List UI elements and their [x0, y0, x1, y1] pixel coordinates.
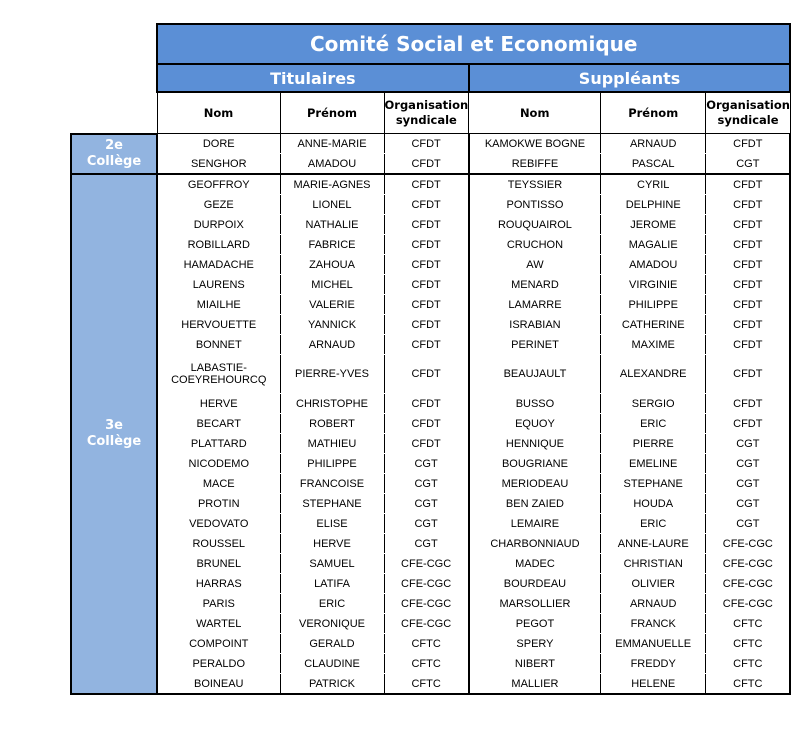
titulaire-organisation-cell: CFDT: [384, 235, 469, 255]
titulaire-prenom-cell: LATIFA: [280, 574, 384, 594]
table-row: [71, 134, 790, 154]
suppleant-nom-cell: KAMOKWE BOGNE: [469, 134, 601, 154]
table-row: [71, 255, 790, 275]
suppleant-prenom-cell: MAXIME: [601, 335, 706, 355]
titulaire-nom-cell: HAMADACHE: [157, 255, 280, 275]
suppleant-prenom-cell: EMMANUELLE: [601, 634, 706, 654]
suppleant-nom-cell: EQUOY: [469, 414, 601, 434]
table-row: [71, 154, 790, 175]
suppleant-prenom-cell: STEPHANE: [601, 474, 706, 494]
titulaire-organisation-cell: CFDT: [384, 295, 469, 315]
table-body: [71, 134, 790, 695]
suppleant-nom-cell: MENARD: [469, 275, 601, 295]
table-row: [71, 634, 790, 654]
suppleant-nom-cell: HENNIQUE: [469, 434, 601, 454]
titulaire-prenom-cell: ZAHOUA: [280, 255, 384, 275]
table-row: [71, 494, 790, 514]
titulaire-nom-cell: NICODEMO: [157, 454, 280, 474]
suppleant-prenom-cell: VIRGINIE: [601, 275, 706, 295]
suppleant-nom-cell: BEAUJAULT: [469, 355, 601, 394]
suppleant-organisation-cell: CGT: [706, 154, 791, 175]
suppleant-prenom-cell: OLIVIER: [601, 574, 706, 594]
titulaire-organisation-cell: CFDT: [384, 215, 469, 235]
titulaire-nom-cell: BONNET: [157, 335, 280, 355]
titulaire-organisation-cell: CFDT: [384, 134, 469, 154]
suppleant-prenom-cell: AMADOU: [601, 255, 706, 275]
titulaire-organisation-cell: CGT: [384, 514, 469, 534]
titulaire-organisation-cell: CFDT: [384, 154, 469, 175]
table-row: [71, 614, 790, 634]
titulaire-organisation-cell: CFE-CGC: [384, 594, 469, 614]
suppleant-nom-cell: REBIFFE: [469, 154, 601, 175]
titulaire-nom-cell: DURPOIX: [157, 215, 280, 235]
suppleant-nom-cell: CRUCHON: [469, 235, 601, 255]
table-row: [71, 335, 790, 355]
suppleant-prenom-cell: ALEXANDRE: [601, 355, 706, 394]
suppleant-organisation-cell: CFDT: [706, 295, 791, 315]
suppleant-nom-cell: MALLIER: [469, 674, 601, 695]
suppleant-nom-cell: PEGOT: [469, 614, 601, 634]
titulaire-prenom-cell: VALERIE: [280, 295, 384, 315]
titulaire-prenom-cell: PHILIPPE: [280, 454, 384, 474]
suppleant-prenom-cell: CHRISTIAN: [601, 554, 706, 574]
suppleant-organisation-cell: CGT: [706, 454, 791, 474]
suppleant-nom-cell: NIBERT: [469, 654, 601, 674]
titulaire-prenom-cell: FABRICE: [280, 235, 384, 255]
suppleant-prenom-cell: PASCAL: [601, 154, 706, 175]
college-label: 3e Collège: [71, 174, 157, 694]
titulaire-organisation-cell: CFDT: [384, 394, 469, 414]
titulaire-nom-cell: HARRAS: [157, 574, 280, 594]
suppleant-prenom-cell: ERIC: [601, 414, 706, 434]
titulaire-prenom-cell: PIERRE-YVES: [280, 355, 384, 394]
suppleant-organisation-cell: CFDT: [706, 275, 791, 295]
suppleant-organisation-cell: CGT: [706, 434, 791, 454]
table-row: [71, 355, 790, 394]
titulaire-prenom-cell: CHRISTOPHE: [280, 394, 384, 414]
suppleant-prenom-cell: FRANCK: [601, 614, 706, 634]
table-row: [71, 594, 790, 614]
titulaire-organisation-cell: CGT: [384, 534, 469, 554]
header-organisation: Organisation syndicale: [706, 92, 791, 134]
suppleant-organisation-cell: CFTC: [706, 614, 791, 634]
titulaire-prenom-cell: MARIE-AGNES: [280, 174, 384, 195]
suppleant-prenom-cell: SERGIO: [601, 394, 706, 414]
table-row: [71, 654, 790, 674]
suppleant-organisation-cell: CFDT: [706, 134, 791, 154]
suppleant-nom-cell: LEMAIRE: [469, 514, 601, 534]
titulaire-nom-cell: BECART: [157, 414, 280, 434]
titulaire-prenom-cell: STEPHANE: [280, 494, 384, 514]
group-suppleants: Suppléants: [469, 64, 791, 92]
titulaire-nom-cell: MIAILHE: [157, 295, 280, 315]
suppleant-nom-cell: SPERY: [469, 634, 601, 654]
suppleant-nom-cell: LAMARRE: [469, 295, 601, 315]
titulaire-nom-cell: HERVE: [157, 394, 280, 414]
titulaire-prenom-cell: AMADOU: [280, 154, 384, 175]
cse-table: [70, 23, 791, 695]
suppleant-nom-cell: BEN ZAIED: [469, 494, 601, 514]
titulaire-nom-cell: SENGHOR: [157, 154, 280, 175]
table-row: [71, 514, 790, 534]
titulaire-prenom-cell: HERVE: [280, 534, 384, 554]
titulaire-nom-cell: LABASTIE- COEYREHOURCQ: [157, 355, 280, 394]
titulaire-organisation-cell: CFDT: [384, 335, 469, 355]
table-row: [71, 454, 790, 474]
suppleant-organisation-cell: CFE-CGC: [706, 534, 791, 554]
titulaire-prenom-cell: MATHIEU: [280, 434, 384, 454]
titulaire-organisation-cell: CFTC: [384, 634, 469, 654]
suppleant-organisation-cell: CFE-CGC: [706, 574, 791, 594]
titulaire-organisation-cell: CFE-CGC: [384, 574, 469, 594]
titulaire-nom-cell: ROBILLARD: [157, 235, 280, 255]
suppleant-nom-cell: BUSSO: [469, 394, 601, 414]
titulaire-prenom-cell: GERALD: [280, 634, 384, 654]
header-prenom: Prénom: [280, 92, 384, 134]
titulaire-prenom-cell: ELISE: [280, 514, 384, 534]
table-row: [71, 414, 790, 434]
suppleant-nom-cell: MERIODEAU: [469, 474, 601, 494]
titulaire-organisation-cell: CGT: [384, 454, 469, 474]
suppleant-prenom-cell: ERIC: [601, 514, 706, 534]
titulaire-prenom-cell: VERONIQUE: [280, 614, 384, 634]
table-row: [71, 235, 790, 255]
suppleant-nom-cell: MADEC: [469, 554, 601, 574]
suppleant-nom-cell: MARSOLLIER: [469, 594, 601, 614]
suppleant-prenom-cell: JEROME: [601, 215, 706, 235]
titulaire-nom-cell: WARTEL: [157, 614, 280, 634]
suppleant-prenom-cell: ARNAUD: [601, 134, 706, 154]
titulaire-prenom-cell: ARNAUD: [280, 335, 384, 355]
titulaire-organisation-cell: CFE-CGC: [384, 614, 469, 634]
table-row: [71, 554, 790, 574]
titulaire-prenom-cell: FRANCOISE: [280, 474, 384, 494]
titulaire-nom-cell: MACE: [157, 474, 280, 494]
table-row: [71, 295, 790, 315]
suppleant-organisation-cell: CFTC: [706, 674, 791, 695]
titulaire-nom-cell: PROTIN: [157, 494, 280, 514]
suppleant-organisation-cell: CFTC: [706, 634, 791, 654]
suppleant-organisation-cell: CFDT: [706, 355, 791, 394]
titulaire-prenom-cell: SAMUEL: [280, 554, 384, 574]
corner-blank: [71, 64, 157, 92]
titulaire-organisation-cell: CGT: [384, 494, 469, 514]
titulaire-prenom-cell: MICHEL: [280, 275, 384, 295]
corner-blank: [71, 92, 157, 134]
suppleant-organisation-cell: CFDT: [706, 335, 791, 355]
suppleant-prenom-cell: DELPHINE: [601, 195, 706, 215]
header-prenom: Prénom: [601, 92, 706, 134]
suppleant-organisation-cell: CFE-CGC: [706, 594, 791, 614]
titulaire-organisation-cell: CFTC: [384, 654, 469, 674]
table-row: [71, 275, 790, 295]
table-row: [71, 674, 790, 695]
titulaire-organisation-cell: CFE-CGC: [384, 554, 469, 574]
table-row: [71, 534, 790, 554]
suppleant-prenom-cell: HOUDA: [601, 494, 706, 514]
suppleant-nom-cell: PONTISSO: [469, 195, 601, 215]
college-label: 2e Collège: [71, 134, 157, 175]
titulaire-organisation-cell: CFDT: [384, 414, 469, 434]
titulaire-organisation-cell: CGT: [384, 474, 469, 494]
titulaire-prenom-cell: YANNICK: [280, 315, 384, 335]
suppleant-prenom-cell: MAGALIE: [601, 235, 706, 255]
table-row: [71, 174, 790, 195]
titulaire-organisation-cell: CFDT: [384, 315, 469, 335]
titulaire-organisation-cell: CFDT: [384, 255, 469, 275]
suppleant-nom-cell: ROUQUAIROL: [469, 215, 601, 235]
suppleant-organisation-cell: CGT: [706, 514, 791, 534]
suppleant-prenom-cell: ANNE-LAURE: [601, 534, 706, 554]
titulaire-nom-cell: GEZE: [157, 195, 280, 215]
titulaire-nom-cell: LAURENS: [157, 275, 280, 295]
suppleant-prenom-cell: ARNAUD: [601, 594, 706, 614]
titulaire-nom-cell: HERVOUETTE: [157, 315, 280, 335]
titulaire-nom-cell: DORE: [157, 134, 280, 154]
titulaire-organisation-cell: CFTC: [384, 674, 469, 695]
suppleant-organisation-cell: CFDT: [706, 414, 791, 434]
header-nom: Nom: [157, 92, 280, 134]
titulaire-prenom-cell: ANNE-MARIE: [280, 134, 384, 154]
suppleant-organisation-cell: CGT: [706, 474, 791, 494]
suppleant-nom-cell: CHARBONNIAUD: [469, 534, 601, 554]
titulaire-prenom-cell: PATRICK: [280, 674, 384, 695]
titulaire-prenom-cell: ROBERT: [280, 414, 384, 434]
suppleant-prenom-cell: PHILIPPE: [601, 295, 706, 315]
suppleant-nom-cell: BOURDEAU: [469, 574, 601, 594]
suppleant-organisation-cell: CFDT: [706, 235, 791, 255]
titulaire-nom-cell: VEDOVATO: [157, 514, 280, 534]
group-titulaires: Titulaires: [157, 64, 469, 92]
suppleant-organisation-cell: CGT: [706, 494, 791, 514]
titulaire-nom-cell: PERALDO: [157, 654, 280, 674]
titulaire-nom-cell: COMPOINT: [157, 634, 280, 654]
suppleant-nom-cell: ISRABIAN: [469, 315, 601, 335]
header-organisation: Organisation syndicale: [384, 92, 469, 134]
header-nom: Nom: [469, 92, 601, 134]
suppleant-organisation-cell: CFDT: [706, 394, 791, 414]
suppleant-nom-cell: PERINET: [469, 335, 601, 355]
titulaire-organisation-cell: CFDT: [384, 174, 469, 195]
titulaire-nom-cell: BRUNEL: [157, 554, 280, 574]
suppleant-organisation-cell: CFDT: [706, 174, 791, 195]
titulaire-nom-cell: PLATTARD: [157, 434, 280, 454]
suppleant-prenom-cell: FREDDY: [601, 654, 706, 674]
titulaire-organisation-cell: CFDT: [384, 195, 469, 215]
titulaire-nom-cell: ROUSSEL: [157, 534, 280, 554]
suppleant-organisation-cell: CFDT: [706, 215, 791, 235]
table-row: [71, 434, 790, 454]
suppleant-prenom-cell: EMELINE: [601, 454, 706, 474]
titulaire-organisation-cell: CFDT: [384, 355, 469, 394]
suppleant-organisation-cell: CFDT: [706, 255, 791, 275]
suppleant-nom-cell: AW: [469, 255, 601, 275]
suppleant-organisation-cell: CFTC: [706, 654, 791, 674]
table-row: [71, 394, 790, 414]
corner-blank: [71, 24, 157, 64]
table-row: [71, 195, 790, 215]
titulaire-prenom-cell: LIONEL: [280, 195, 384, 215]
suppleant-prenom-cell: CATHERINE: [601, 315, 706, 335]
table-row: [71, 315, 790, 335]
suppleant-organisation-cell: CFDT: [706, 195, 791, 215]
suppleant-organisation-cell: CFDT: [706, 315, 791, 335]
suppleant-prenom-cell: CYRIL: [601, 174, 706, 195]
titulaire-organisation-cell: CFDT: [384, 434, 469, 454]
suppleant-prenom-cell: HELENE: [601, 674, 706, 695]
table-row: [71, 474, 790, 494]
titulaire-prenom-cell: NATHALIE: [280, 215, 384, 235]
table-title: Comité Social et Economique: [157, 24, 790, 64]
table-row: [71, 574, 790, 594]
suppleant-nom-cell: BOUGRIANE: [469, 454, 601, 474]
titulaire-nom-cell: GEOFFROY: [157, 174, 280, 195]
titulaire-prenom-cell: CLAUDINE: [280, 654, 384, 674]
suppleant-prenom-cell: PIERRE: [601, 434, 706, 454]
titulaire-organisation-cell: CFDT: [384, 275, 469, 295]
titulaire-nom-cell: BOINEAU: [157, 674, 280, 695]
suppleant-organisation-cell: CFE-CGC: [706, 554, 791, 574]
titulaire-prenom-cell: ERIC: [280, 594, 384, 614]
table-row: [71, 215, 790, 235]
suppleant-nom-cell: TEYSSIER: [469, 174, 601, 195]
titulaire-nom-cell: PARIS: [157, 594, 280, 614]
